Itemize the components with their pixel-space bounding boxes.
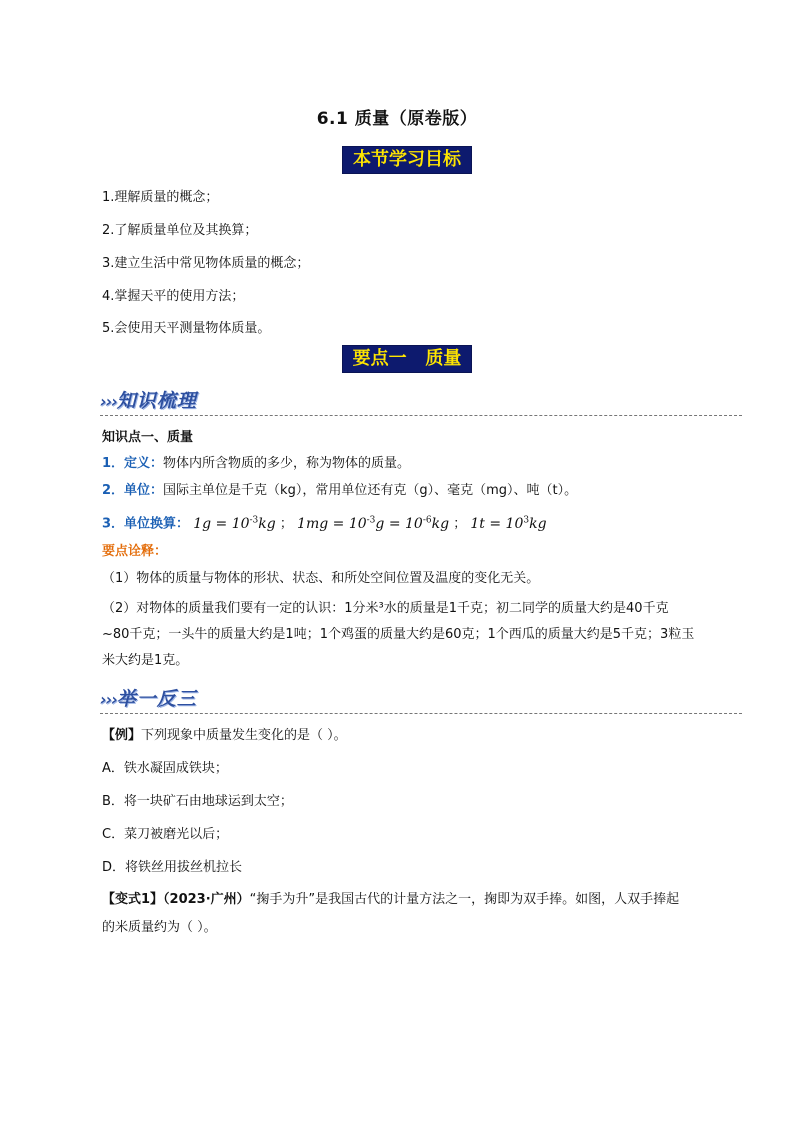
unit-label: 2．单位：	[102, 483, 164, 498]
goal-item-3: 3.建立生活中常见物体质量的概念；	[102, 256, 310, 271]
goal-item-2: 2.了解质量单位及其换算；	[102, 223, 258, 238]
conversion-label: 3．单位换算：	[102, 516, 190, 532]
variant-question-line-2: 的米质量约为（ ）。	[102, 920, 217, 935]
variant-text-1: “掬手为升”是我国古代的计量方法之一，掬即为双手捧。如图，人双手捧起	[249, 892, 680, 907]
divider	[100, 713, 742, 714]
notes-label: 要点诠释：	[102, 544, 168, 559]
note-2-line-1: （2）对物体的质量我们要有一定的认识：1分米³水的质量是1千克；初二同学的质量大约是40千克	[102, 601, 669, 616]
note-1: （1）物体的质量与物体的形状、状态、和所处空间位置及温度的变化无关。	[102, 571, 540, 586]
divider	[100, 415, 742, 416]
goal-item-5: 5.会使用天平测量物体质量。	[102, 321, 271, 336]
section-knowledge-title: 知识梳理	[116, 390, 197, 412]
triple-chevron-icon: ›››	[100, 690, 117, 709]
example-label: 【例】	[102, 728, 142, 743]
conversion-formula-3: $1t = 10^3kg$	[470, 515, 547, 532]
option-d: D．将铁丝用拔丝机拉长	[102, 860, 243, 875]
example-question	[102, 723, 347, 749]
unit-text: 国际主单位是千克（kg），常用单位还有克（g）、毫克（mg）、吨（t）。	[163, 483, 578, 498]
knowledge-heading: 知识点一、质量	[102, 430, 194, 445]
option-c: C．菜刀被磨光以后；	[102, 827, 229, 842]
variant-label: 【变式1】（2023·广州）	[102, 892, 250, 907]
variant-question-line-1	[102, 887, 752, 913]
conversion-formula-1: $1g = 10^{-3}kg$	[193, 515, 276, 532]
note-2-line-3: 米大约是1克。	[102, 653, 189, 668]
definition-text: 物体内所含物质的多少，称为物体的质量。	[163, 456, 411, 471]
option-b: B．将一块矿石由地球运到太空；	[102, 794, 293, 809]
example-question-text: 下列现象中质量发生变化的是（ ）。	[141, 728, 347, 743]
section-knowledge-header	[100, 386, 197, 413]
triple-chevron-icon: ›››	[100, 392, 117, 411]
definition-label: 1．定义：	[102, 456, 164, 471]
page-title: 6.1 质量（原卷版）	[316, 109, 478, 129]
banner-learning-goals: 本节学习目标	[343, 147, 471, 173]
option-a: A．铁水凝固成铁块；	[102, 761, 228, 776]
goal-item-1: 1.理解质量的概念；	[102, 190, 219, 205]
banner-point-one: 要点一 质量	[343, 346, 471, 372]
conversion-line: 3．单位换算： $1g = 10^{-3}kg$ ； $1mg = 10^{-3}g = 10^{-6}kg$ ； $1t = 10^3kg$	[102, 515, 547, 532]
definition-line	[102, 451, 410, 477]
section-practice-title: 举一反三	[116, 688, 197, 710]
section-practice-header	[100, 684, 197, 711]
note-2-line-2: ~80千克；一头牛的质量大约是1吨；1个鸡蛋的质量大约是60克；1个西瓜的质量大约是5千克；3粒玉	[102, 627, 695, 642]
goal-item-4: 4.掌握天平的使用方法；	[102, 289, 245, 304]
conversion-formula-2: $1mg = 10^{-3}g = 10^{-6}kg$	[297, 515, 450, 532]
unit-line	[102, 478, 577, 504]
